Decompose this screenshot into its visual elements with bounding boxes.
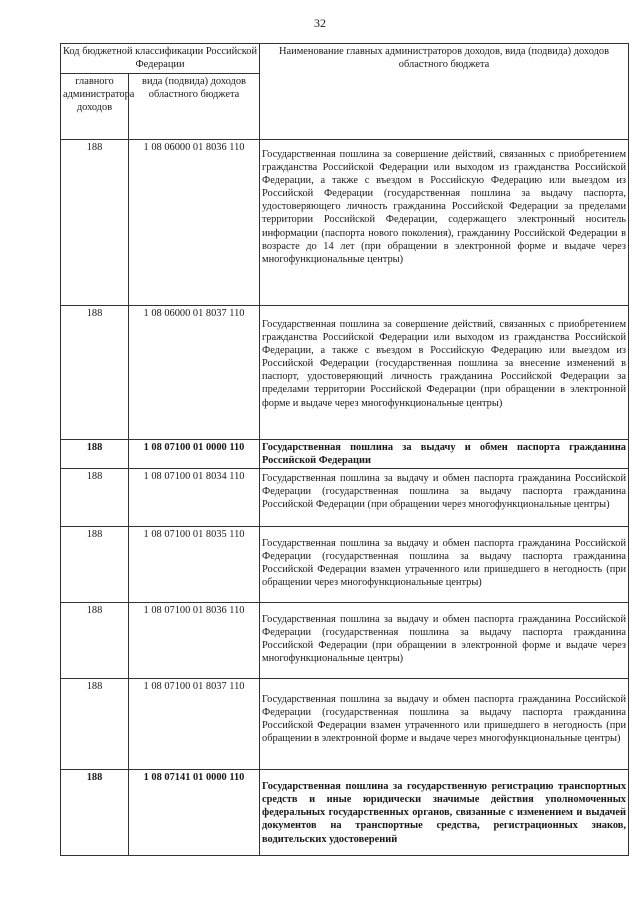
admin-code-cell: 188: [61, 679, 129, 770]
table-row: [61, 527, 629, 603]
admin-code-cell: 188: [61, 527, 129, 603]
budget-code-cell: 1 08 07100 01 8036 110: [129, 603, 260, 679]
budget-code-cell: 1 08 06000 01 8037 110: [129, 306, 260, 440]
table-row: [61, 140, 629, 306]
budget-code-cell: 1 08 07141 01 0000 110: [129, 770, 260, 856]
header-administrator-name: Наименование главных администраторов доходов, вида (подвида) доходов областного бюджета: [260, 44, 629, 140]
header-budget-code: Код бюджетной классификации Российской Федерации: [61, 44, 260, 74]
budget-classification-table: [60, 43, 629, 856]
income-name-cell: Государственная пошлина за совершение действий, связанных с приобретением гражданства Российской Федерации или выходом из гражданства Российской Федерации, а также с въездом в Российскую Федерацию или выездом из Российской Федерации (государственная пошлина за выдачу паспорта, удостоверяющего личность гражданина Российской Федерации за пределами территории Российской Федерации, содержащего электронный носитель информации (паспорта нового поколения), гражданину Российской Федерации в возрасте до 14 лет (при обращении в электронной форме и выдаче через многофункциональные центры): [260, 140, 629, 306]
budget-code-cell: 1 08 07100 01 0000 110: [129, 440, 260, 469]
table-row: [61, 306, 629, 440]
income-name-cell: Государственная пошлина за выдачу и обмен паспорта гражданина Российской Федерации (государственная пошлина за выдачу паспорта гражданина Российской Федерации взамен утраченного или пришедшего в негодность (при обращении в электронной форме и выдаче через многофункциональные центры): [260, 679, 629, 770]
admin-code-cell: 188: [61, 440, 129, 469]
admin-code-cell: 188: [61, 469, 129, 527]
income-name-cell: Государственная пошлина за выдачу и обмен паспорта гражданина Российской Федерации (государственная пошлина за выдачу паспорта гражданина Российской Федерации (при обращении в электронной форме и выдаче через многофункциональные центры): [260, 603, 629, 679]
budget-code-cell: 1 08 07100 01 8035 110: [129, 527, 260, 603]
page-number: 32: [314, 16, 326, 30]
income-name-cell: Государственная пошлина за государственную регистрацию транспортных средств и иные юридически значимые действия уполномоченных федеральных государственных органов, связанные с изменением и выдачей документов на транспортные средства, регистрационных знаков, водительских удостоверений: [260, 770, 629, 856]
table-row: [61, 469, 629, 527]
table-row: [61, 440, 629, 469]
table-header-row: [61, 44, 629, 74]
income-name-cell: Государственная пошлина за выдачу и обмен паспорта гражданина Российской Федерации (государственная пошлина за выдачу паспорта гражданина Российской Федерации взамен утраченного или пришедшего в негодность (при обращении через многофункциональные центры): [260, 527, 629, 603]
table-row: [61, 679, 629, 770]
header-main-administrator: главного администратора доходов: [61, 74, 129, 140]
budget-code-cell: 1 08 06000 01 8036 110: [129, 140, 260, 306]
table-row: [61, 603, 629, 679]
income-name-cell: Государственная пошлина за выдачу и обмен паспорта гражданина Российской Федерации: [260, 440, 629, 469]
header-income-type: вида (подвида) доходов областного бюджета: [129, 74, 260, 140]
table-row: [61, 770, 629, 856]
admin-code-cell: 188: [61, 603, 129, 679]
admin-code-cell: 188: [61, 306, 129, 440]
budget-code-cell: 1 08 07100 01 8037 110: [129, 679, 260, 770]
income-name-cell: Государственная пошлина за выдачу и обмен паспорта гражданина Российской Федерации (государственная пошлина за выдачу паспорта гражданина Российской Федерации (при обращении через многофункциональные центры): [260, 469, 629, 527]
admin-code-cell: 188: [61, 770, 129, 856]
budget-code-cell: 1 08 07100 01 8034 110: [129, 469, 260, 527]
admin-code-cell: 188: [61, 140, 129, 306]
income-name-cell: Государственная пошлина за совершение действий, связанных с приобретением гражданства Российской Федерации или выходом из гражданства Российской Федерации, а также с въездом в Российскую Федерацию или выездом из Российской Федерации (государственная пошлина за внесение изменений в паспорт, удостоверяющий личность гражданина Российской Федерации за пределами территории Российской Федерации (при обращении в электронной форме и выдаче через многофункциональные центры): [260, 306, 629, 440]
